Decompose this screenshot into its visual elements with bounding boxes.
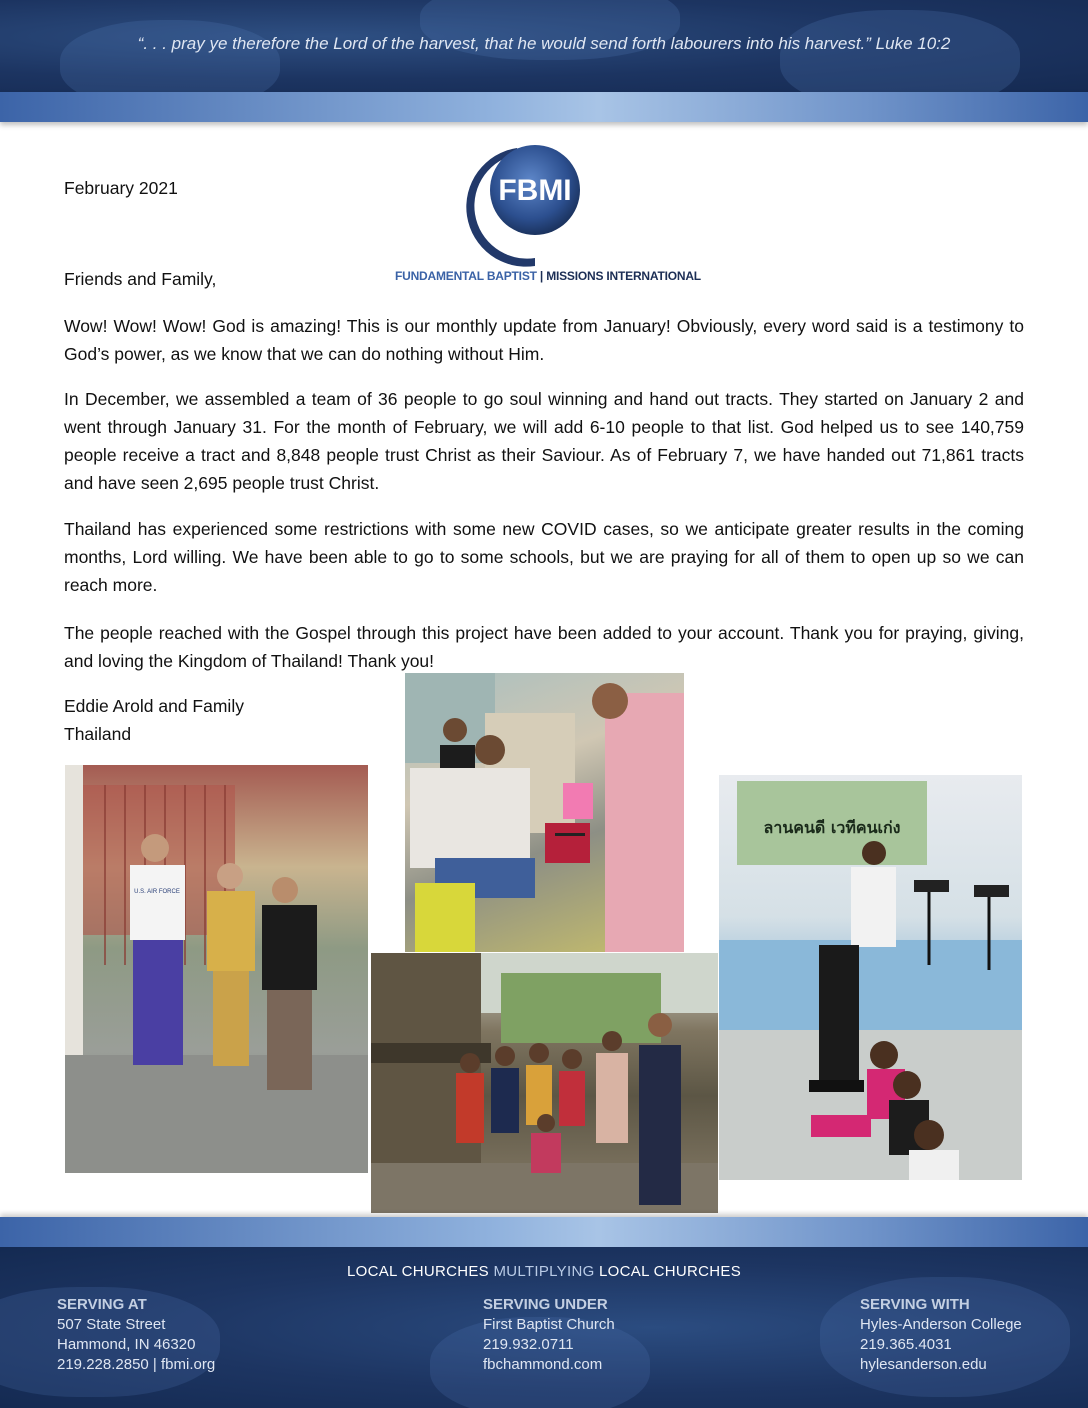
photo-group-outdoors-illustration [371, 953, 718, 1213]
signature [64, 692, 244, 748]
footer [0, 1247, 1088, 1408]
logo-tagline-right: MISSIONS INTERNATIONAL [546, 269, 701, 283]
footer-line[interactable]: 219.228.2850 | fbmi.org [57, 1356, 216, 1373]
footer-line: Hammond, IN 46320 [57, 1336, 196, 1353]
paragraph-1: Wow! Wow! Wow! God is amazing! This is our monthly update from January! Obviously, every word said is a testimony to God’s power, as we know that we can do nothing without Him. [64, 316, 1024, 364]
paragraph-4: The people reached with the Gospel through this project have been added to your account. Thank you for praying, giving, and loving the Kingdom of Thailand! Thank you! [64, 623, 1024, 671]
school-banner-text: ลานคนดี เวทีคนเก่ง [763, 818, 901, 837]
photo-elderly-couple-illustration [65, 765, 368, 1173]
paragraph-2: In December, we assembled a team of 36 people to go soul winning and hand out tracts. They started on January 2 and went through January 31. For the month of February, we will add 6-10 people to that list. God helped us to see 140,759 people receive a tract and 8,848 people trust Christ as their Saviour. As of February 7, we have handed out 71,861 tracts and have seen 2,695 people trust Christ. [64, 389, 1024, 493]
signature-name: Eddie Arold and Family [64, 696, 244, 716]
motto-part: LOCAL CHURCHES [346, 1263, 494, 1280]
footer-serving-at [57, 1295, 215, 1375]
photo-tract-handout [405, 673, 684, 952]
footer-serving-under [483, 1295, 615, 1375]
fbmi-globe-icon [395, 138, 695, 268]
footer-line: 507 State Street [57, 1316, 166, 1333]
footer-line: Hyles-Anderson College [860, 1316, 1022, 1333]
footer-line: 219.365.4031 [860, 1336, 952, 1353]
footer-line: 219.932.0711 [483, 1336, 574, 1353]
photo-elderly-couple [65, 765, 368, 1173]
footer-link[interactable]: hylesanderson.edu [860, 1356, 987, 1373]
footer-motto [0, 1263, 1088, 1280]
letter-salutation: Friends and Family, [64, 269, 217, 289]
logo-mark-text: FBMI [498, 174, 572, 207]
footer-serving-with [860, 1295, 1022, 1375]
footer-link[interactable]: fbchammond.com [483, 1356, 603, 1373]
signature-place: Thailand [64, 724, 132, 744]
paragraph-3: Thailand has experienced some restrictions with some new COVID cases, so we anticipate greater results in the coming months, Lord willing. We have been able to go to some schools, but we are praying for all of them to open up so we can reach more. [64, 519, 1024, 595]
footer-line: First Baptist Church [483, 1316, 615, 1333]
header-accent-band [0, 92, 1088, 122]
header-banner [0, 0, 1088, 92]
motto-part: MULTIPLYING [493, 1263, 600, 1280]
logo-tagline-left: FUNDAMENTAL BAPTIST [395, 269, 537, 283]
photo-school-assembly-illustration [719, 775, 1022, 1180]
footer-accent-band [0, 1217, 1088, 1247]
photo-school-assembly [719, 775, 1022, 1180]
motto-part: LOCAL CHURCHES [599, 1263, 742, 1280]
footer-heading: SERVING WITH [860, 1296, 970, 1313]
world-map-shape [60, 20, 280, 92]
logo-divider: | [539, 269, 544, 283]
letter-date: February 2021 [64, 178, 178, 198]
photo-group-outdoors [371, 953, 718, 1213]
footer-heading: SERVING UNDER [483, 1296, 608, 1313]
shirt-text: U.S. AIR FORCE [134, 889, 180, 895]
photo-tract-handout-illustration [405, 673, 684, 952]
footer-heading: SERVING AT [57, 1296, 147, 1313]
header-quote: “. . . pray ye therefore the Lord of the harvest, that he would send forth labourers into his harvest.” Luke 10:2 [137, 34, 951, 53]
